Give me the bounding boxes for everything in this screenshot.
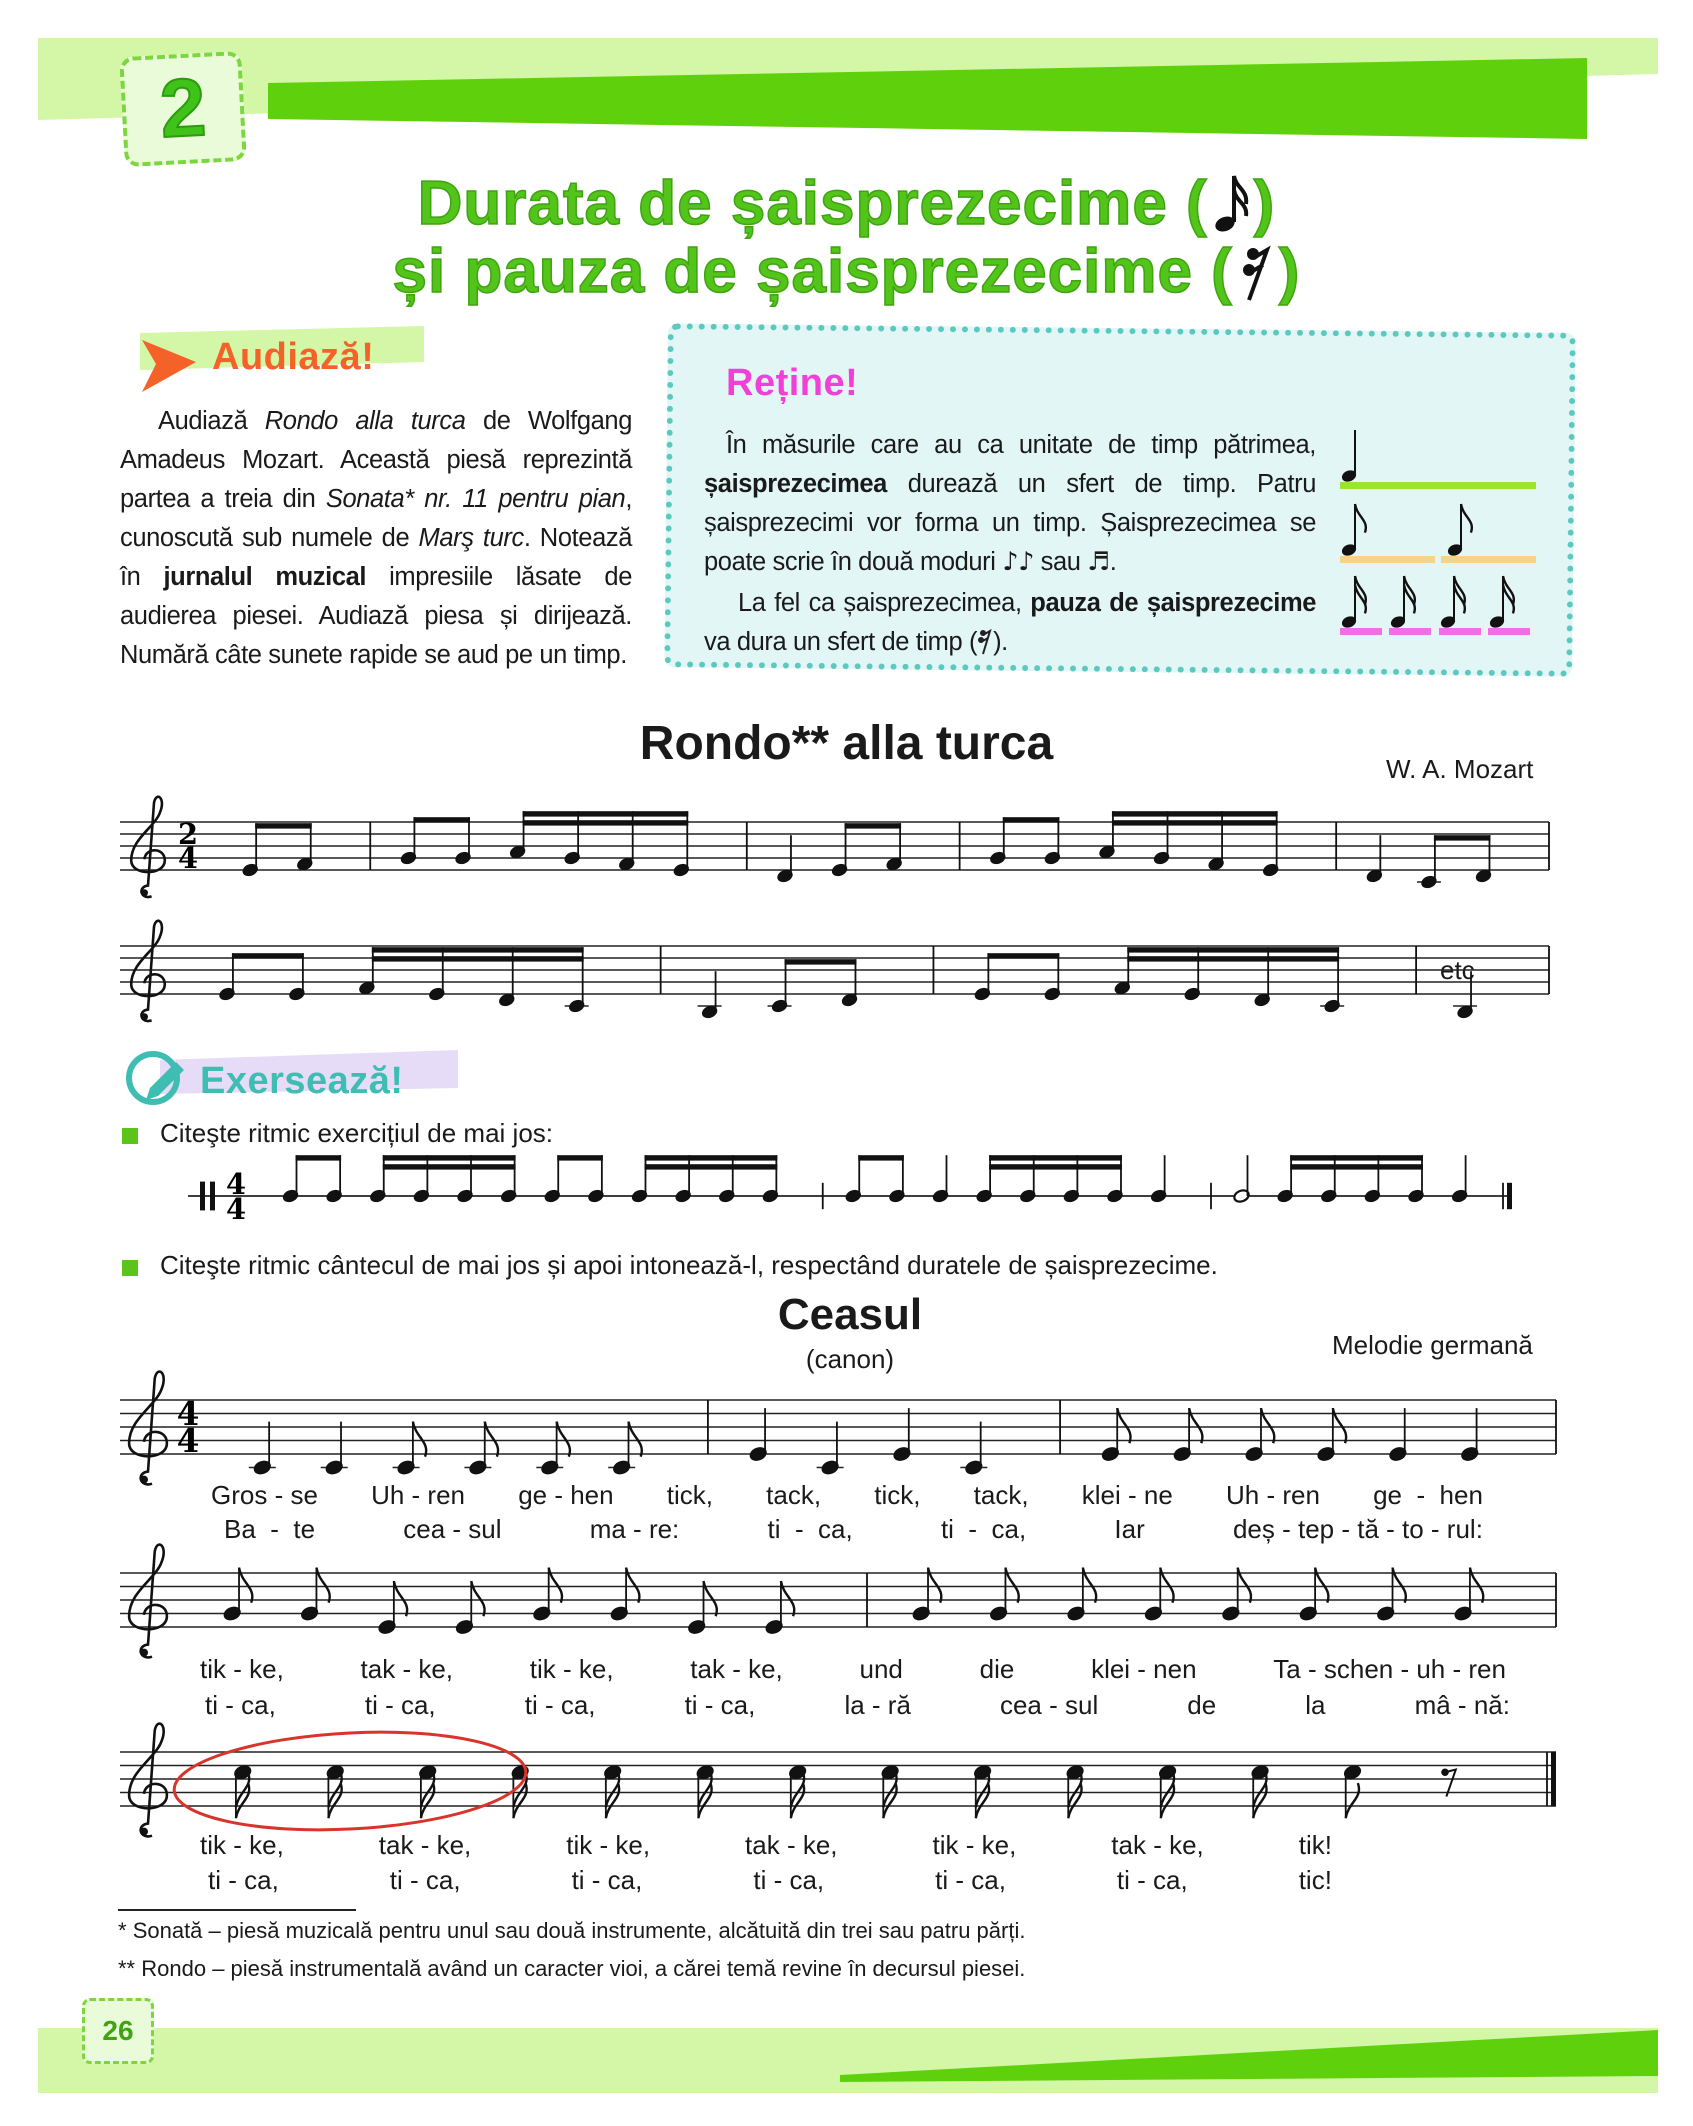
text: – piesă muzicală pentru unul sau două instrumente, alcătuită din trei sau patru părți. — [202, 1918, 1026, 1943]
lyric-word: Uh - ren — [1225, 1480, 1320, 1510]
lyric-word: tik - ke, — [200, 1830, 284, 1860]
bullet-icon — [122, 1128, 138, 1144]
lyric-word: cea - sul — [403, 1514, 502, 1544]
lyric-word: die — [979, 1654, 1015, 1684]
sixteenth-notes-icon: ♬ — [1087, 547, 1110, 577]
lyric-word: tik - ke, — [566, 1830, 651, 1860]
lyric-word: ti - ca, — [935, 1865, 1006, 1895]
time-signature-digit: 2 — [177, 817, 199, 851]
lyric-word: ge - hen — [1373, 1480, 1483, 1510]
listen-paragraph — [120, 402, 632, 675]
page-number-badge — [82, 1998, 154, 2064]
text: sau — [1033, 548, 1088, 576]
lyric-word: tak - ke, — [378, 1830, 472, 1860]
chapter-number-badge — [119, 51, 247, 167]
lyric-word: ti - ca, — [940, 1514, 1027, 1544]
text: . — [1109, 548, 1117, 576]
lyric-word: tik! — [1298, 1830, 1332, 1860]
text: va dura un sfert de timp ( — [704, 628, 978, 656]
time-signature-digit: 4 — [177, 841, 199, 875]
lyric-word: mâ - nă: — [1414, 1690, 1510, 1720]
text: . Notează în — [120, 524, 632, 591]
lesson-title-line-2 — [0, 236, 1693, 307]
text: * — [118, 1918, 133, 1943]
lyric-word: ti - ca, — [753, 1865, 825, 1895]
lyric-word: ti - ca, — [524, 1690, 596, 1720]
bold-text: jurnalul muzical — [163, 563, 367, 591]
lyric-word: tick, — [874, 1480, 921, 1510]
lyrics-row — [208, 1865, 1332, 1896]
lyric-word: tack, — [973, 1480, 1029, 1510]
practice-item-2: Citeşte ritmic cântecul de mai jos și apoi intonează-l, respectând duratele de șaisprezecime. — [160, 1250, 1218, 1280]
lyric-word: Ta - schen - uh - ren — [1273, 1654, 1506, 1684]
page-number: 26 — [102, 2015, 134, 2046]
italic-text: Marş turc — [418, 524, 524, 552]
lyric-word: tak - ke, — [1111, 1830, 1204, 1860]
text: La fel ca șaisprezecimea, — [738, 589, 1031, 617]
footnote-1 — [118, 1918, 1025, 1944]
ceasul-subtitle: (canon) — [805, 1344, 895, 1374]
lyric-word: tik - ke, — [529, 1654, 614, 1684]
italic-text: Sonată — [132, 1918, 203, 1943]
text: În măsurile care au ca unitate de timp pătrimea, — [726, 431, 1316, 459]
lyric-word: tak - ke, — [360, 1654, 454, 1684]
lyric-word: tik - ke, — [200, 1654, 284, 1684]
lyrics-row — [211, 1480, 1483, 1511]
remember-paragraph-2 — [704, 584, 1316, 662]
lyric-word: Gros - se — [211, 1480, 318, 1510]
sixteenth-rest-glyph — [1233, 240, 1279, 302]
footnote-2 — [118, 1956, 1025, 1982]
lyric-word: Iar — [1114, 1514, 1145, 1544]
lyric-word: tick, — [666, 1480, 713, 1510]
lyric-word: la - ră — [844, 1690, 911, 1720]
text: impresiile lăsate de audierea piesei. Audiază piesa și dirijează. Numără câte sunete rapide se aud pe un timp. — [120, 563, 632, 669]
footnote-divider — [118, 1909, 356, 1911]
bold-text: șaisprezecimea — [704, 470, 887, 498]
lyric-word: ti - ca, — [208, 1865, 279, 1895]
lyric-word: tik - ke, — [932, 1830, 1017, 1860]
time-signature-digit: 4 — [225, 1192, 247, 1227]
lyric-word: tack, — [766, 1480, 822, 1510]
text: , cunoscută sub numele de — [120, 485, 632, 552]
lyrics-row — [200, 1654, 1506, 1685]
lyric-word: tak - ke, — [690, 1654, 783, 1684]
lesson-title-line-1 — [0, 168, 1693, 239]
sixteenth-rest-icon — [977, 628, 993, 656]
sixteenth-note-icon — [1208, 172, 1254, 234]
lyric-word: tic! — [1298, 1865, 1332, 1895]
sixteenth-rest-icon — [1233, 240, 1279, 302]
text: ** — [118, 1956, 142, 1981]
lyric-word: ti - ca, — [364, 1690, 436, 1720]
lyric-word: cea - sul — [999, 1690, 1099, 1720]
lyric-word: Uh - ren — [371, 1480, 466, 1510]
lyrics-row — [200, 1830, 1332, 1861]
lyrics-row — [224, 1514, 1483, 1545]
lyric-word: Ba - te — [224, 1514, 316, 1544]
lyric-word: ti - ca, — [571, 1865, 643, 1895]
lyric-word: ma - re: — [589, 1514, 680, 1544]
sixteenth-notes-icon: ♪♪ — [1002, 547, 1034, 577]
lyric-word: klei - nen — [1091, 1654, 1197, 1684]
rondo-composer: W. A. Mozart — [1386, 754, 1534, 784]
lyric-word: la — [1305, 1690, 1326, 1720]
sixteenth-note-glyph — [1208, 172, 1254, 234]
practice-item-1: Citeşte ritmic exercițiul de mai jos: — [160, 1118, 553, 1148]
listen-heading: Audiază! — [212, 336, 375, 378]
ceasul-composer: Melodie germană — [1332, 1330, 1533, 1360]
ceasul-title: Ceasul — [777, 1290, 923, 1339]
lyrics-row — [205, 1690, 1510, 1721]
italic-text: Rondo alla turca — [264, 407, 466, 435]
text: ). — [993, 628, 1008, 656]
italic-text: Rondo — [141, 1956, 207, 1981]
lyric-word: deș - tep - tă - to - rul: — [1232, 1514, 1483, 1544]
time-signature-digit: 4 — [176, 1395, 200, 1433]
lyric-word: ti - ca, — [684, 1690, 756, 1720]
lyric-word: ge - hen — [518, 1480, 614, 1510]
lyric-word: ti - ca, — [767, 1514, 853, 1544]
title-close-paren-2: ) — [1278, 237, 1301, 306]
practice-heading: Exersează! — [200, 1060, 404, 1102]
remember-heading: Reține! — [726, 362, 859, 404]
lyric-word: de — [1187, 1690, 1217, 1720]
lyric-word: tak - ke, — [745, 1830, 838, 1860]
remember-paragraph-1 — [704, 426, 1316, 582]
lyric-word: klei - ne — [1081, 1480, 1173, 1510]
bullet-icon — [122, 1260, 138, 1276]
time-signature-digit: 4 — [225, 1167, 247, 1201]
lyric-word: ti - ca, — [1116, 1865, 1188, 1895]
text: durează un sfert de timp. Patru șaisprezecimi vor forma un timp. Șaisprezecimea se poate scrie în două moduri — [704, 470, 1316, 576]
text: – piesă instrumentală având un caracter vioi, a cărei temă revine în decursul piesei. — [206, 1956, 1026, 1981]
chapter-number: 2 — [157, 61, 209, 156]
title-text-2: și pauza de șaisprezecime ( — [392, 237, 1233, 306]
title-close-paren-1: ) — [1253, 169, 1276, 238]
italic-text: Sonata* nr. 11 pentru pian — [325, 485, 626, 513]
time-signature-digit: 4 — [176, 1422, 200, 1460]
rondo-etc: etc — [1440, 955, 1475, 985]
lyric-word: ti - ca, — [389, 1865, 461, 1895]
lyric-word: und — [859, 1654, 903, 1684]
lyric-word: ti - ca, — [205, 1690, 276, 1720]
text: de Wolfgang Amadeus Mozart. Această piesă reprezintă partea a treia din — [120, 407, 632, 513]
rondo-title: Rondo** alla turca — [639, 717, 1054, 770]
text: Audiază — [158, 407, 265, 435]
title-text-1: Durata de șaisprezecime ( — [417, 169, 1208, 238]
bold-text: pauza de șaisprezecime — [1030, 589, 1316, 617]
